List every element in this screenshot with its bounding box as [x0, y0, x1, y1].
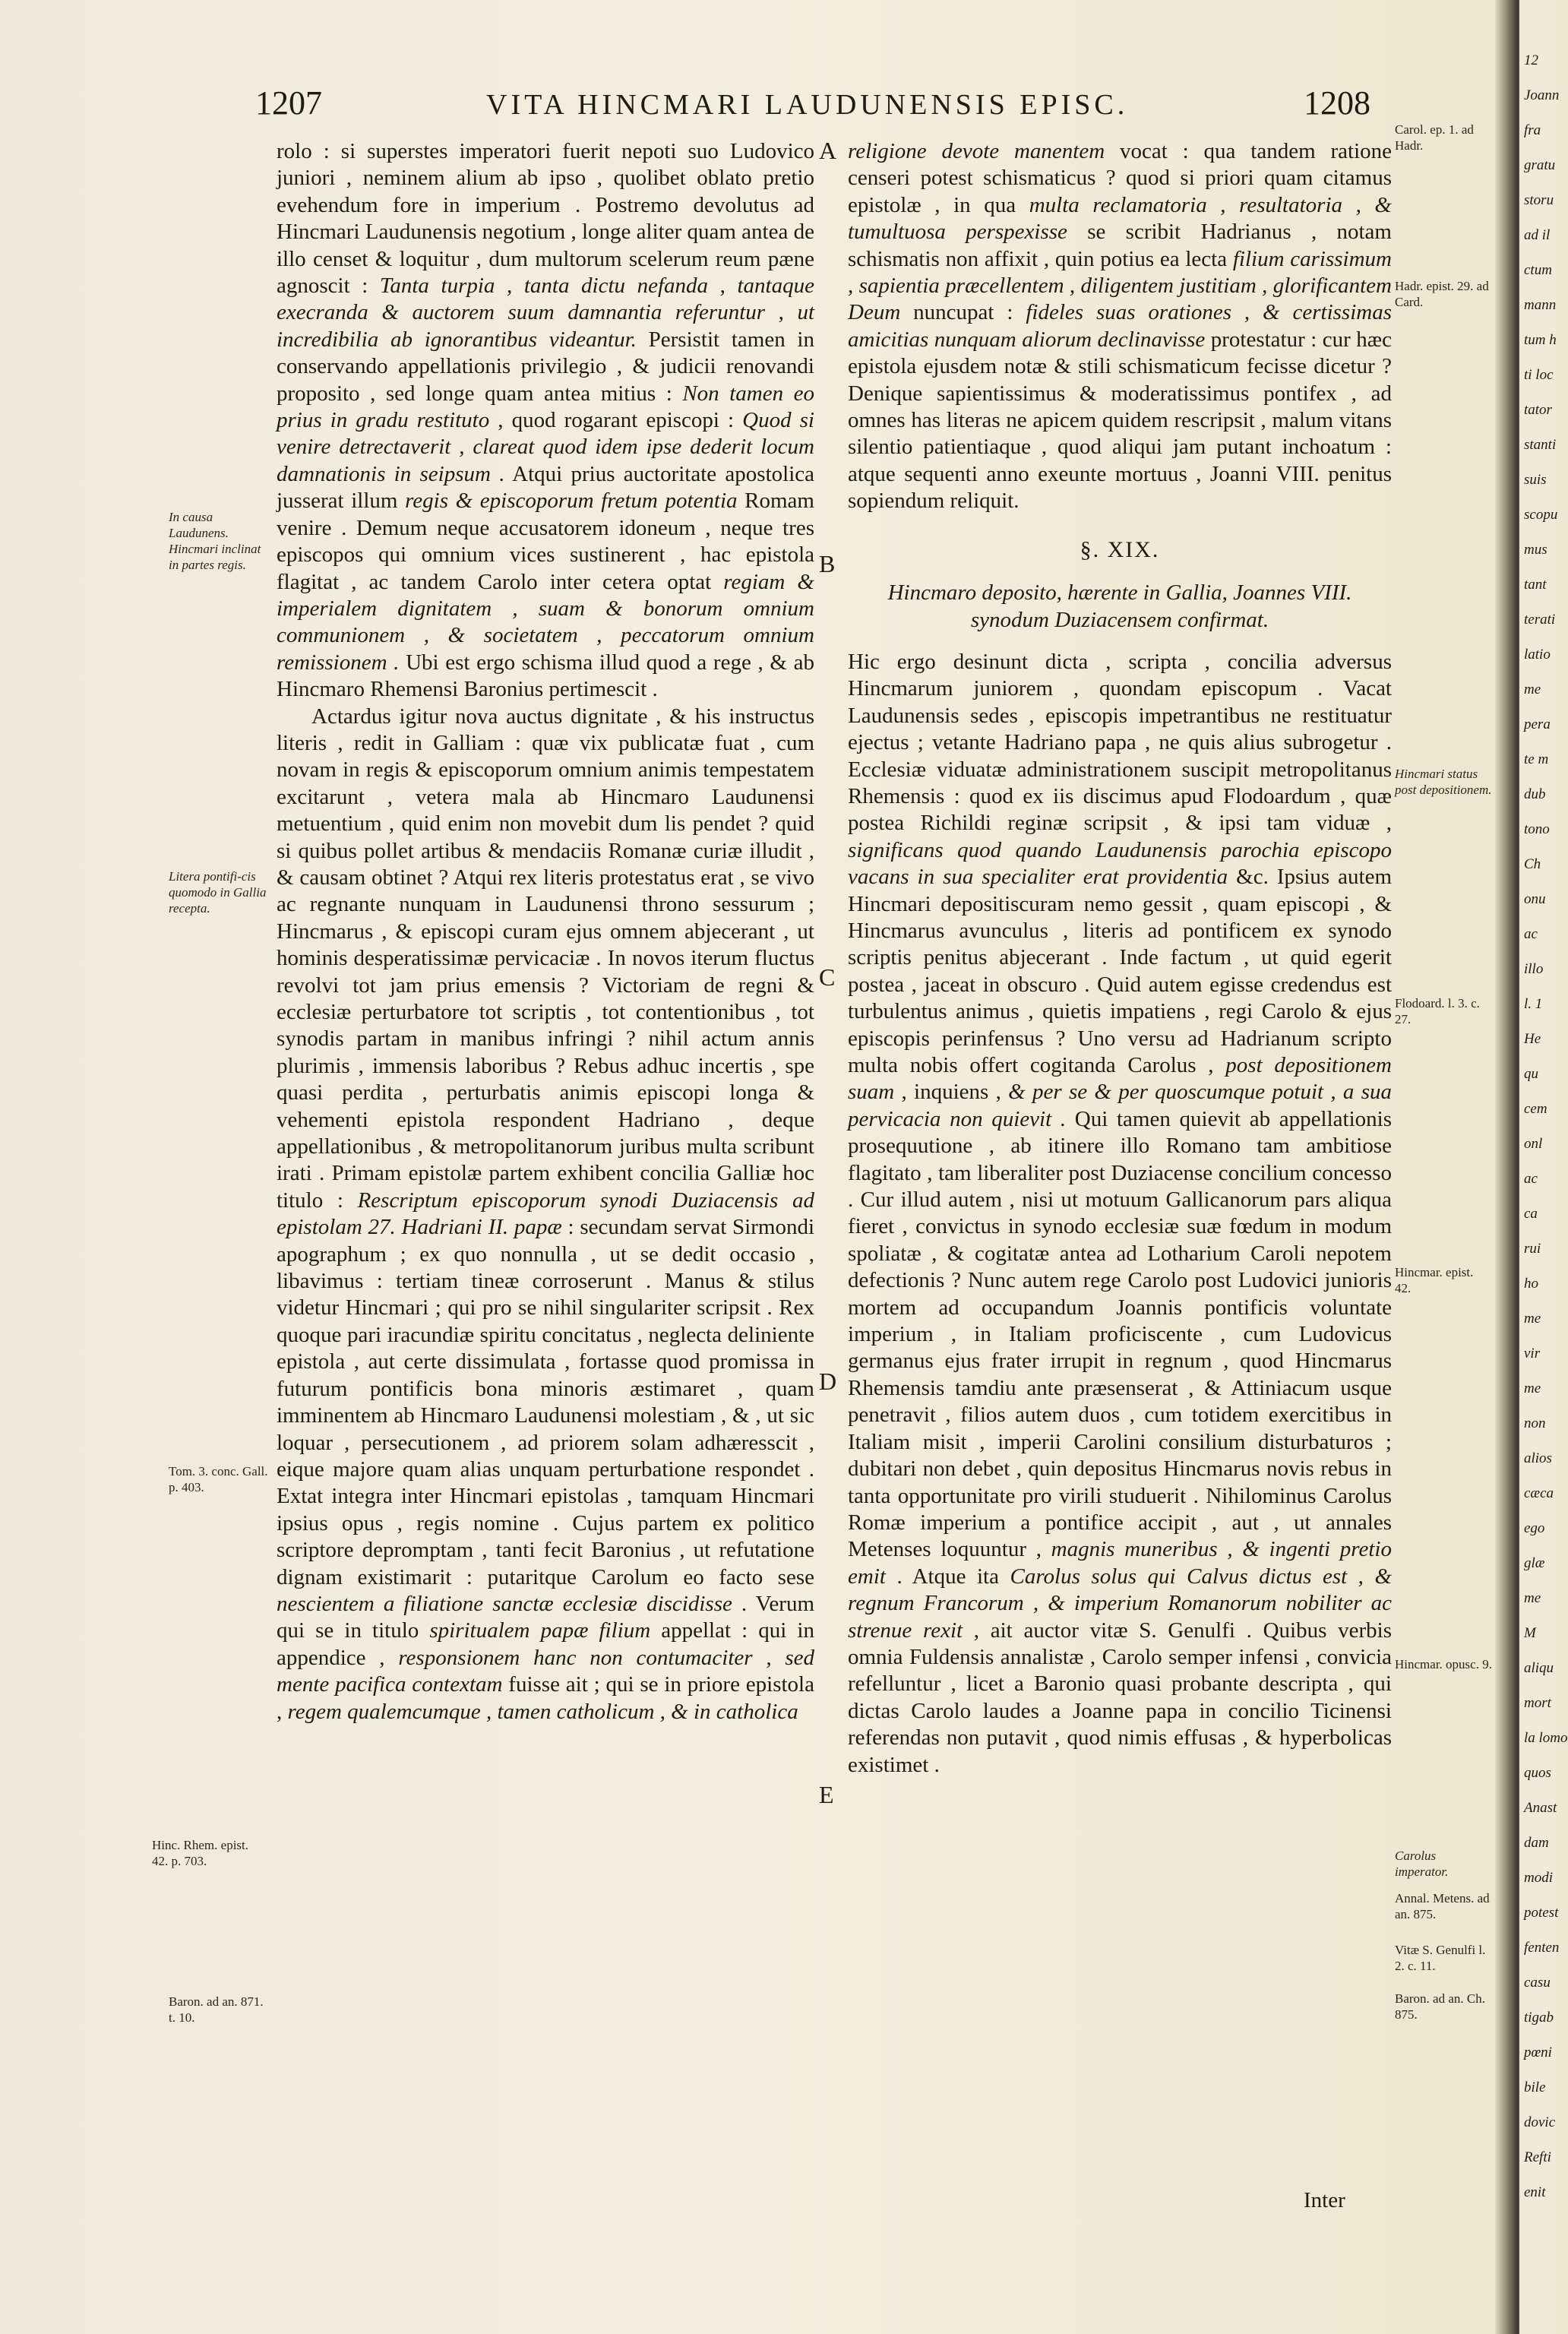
text-run: Persistit tamen in conservando appellationis privilegio , & judicii renovandi proposito , sed longe quam antea mitius : [277, 327, 814, 406]
text-run: appellat : qui in appendice , [277, 1618, 814, 1670]
next-page-fragment: la lomo [1524, 1730, 1568, 1746]
next-page-fragment: fra [1524, 122, 1541, 138]
margin-note: Baron. ad an. Ch. 875. [1395, 1991, 1485, 2022]
margin-note: Hadr. epist. 29. ad Card. [1395, 279, 1489, 309]
next-page-fragment: casu [1524, 1975, 1551, 1991]
quote: Tanta turpia , tanta dictu nefanda , tantaque execranda & auctorem suum damnantia referuntur , ut incredibilia ab ignorantibus videantur. [277, 274, 814, 352]
text-run: fuisse ait ; qui se in priore epistola , [277, 1672, 814, 1724]
text-run: Hic ergo desinunt dicta , scripta , concilia adversus Hincmarum juniorem , quondam episcopum . Vacat Laudunensis sedes , episcopis impetrantibus ne restituatur ejectus ; vetante Hadriano papa , ne quis alius subrogetur . Ecclesiæ viduatæ administrationem suscipit metropolitanus Rhemensis : quod ex iis discimus apud Flodoardum , quæ postea Richildi reginæ scripsit , & ipsi tam viduæ , [848, 649, 1392, 836]
next-page-fragment: stanti [1524, 437, 1557, 453]
text-run: : secundam servat Sirmondi apographum ; ex quo nonnulla , ut se dedit occasio , libavimus : tertiam tineæ corroserunt . Manus & stilus videtur Hincmari ; qui pro se nihil singulariter scripsit . Rex quoque pari iracundiæ spiritu concitatus , neglecta deliniente epistola , aut certe dissimulata , fortasse quod promissa in futurum pontificis bona minoris æstimaret , quam imminentem ab Hincmaro Laudunensi molestiam , & , ut sic loquar , persecutionem , ad priorem solam adhæresscit , eique majore quam alias unquam perturbatione respondet . Extat integra inter Hincmari epistolas , tamquam Hincmari ipsius opus , regis nomine . Cujus partem ex politico scriptore depromptam , tanti fecit Baronius , ut refutatione dignam existimarit : putaritque Carolum eo facto sese [277, 1215, 814, 1589]
text-run: Actardus igitur nova auctus dignitate , & his instructus literis , redit in Galliam : quæ vix publicatæ fuat , cum novam in regis & episcoporum omnium animis tempestatem excitarunt , vetera mala ab Hincmaro Laudunensi metuentium , quid enim non movebit dum lis pendet ? quid si quibus pollet artibus & mendaciis Romanæ curiæ illudit , & causam obtinet ? Atqui rex literis protestatus erat , se vivo ac regnante nunquam in Laudunensi throno sessurum ; Hincmarus , & episcopi curam ejus omnem abjecerant , ut hominis desperatissimæ pervicaciæ . In novos iterum fluctus revolvi tot jam prius emensis ? Victoriam de regni & ecclesiæ perturbatore tot scriptis , tot contentionibus , tot synodis partam in manibus infringi ? nihil actum annis plurimis , immensis laboribus ? Rebus adhuc incertis , spe quasi perdita , perturbatis animis episcopi longa & vehementi epistola respondent Hadriano , deque appellationibus , & metropolitanorum juribus multa scribunt irati . Primam epistolæ partem exhibent concilia Galliæ hoc titulo : [277, 704, 814, 1213]
next-page-fragment: quos [1524, 1765, 1551, 1781]
next-page-fragment: ca [1524, 1206, 1538, 1222]
margin-note: Tom. 3. conc. Gall. p. 403. [169, 1464, 268, 1494]
next-page-fragment: storu [1524, 192, 1554, 208]
next-page-fragment: M [1524, 1625, 1536, 1641]
quote: nescientem a filiatione sanctæ ecclesiæ discidisse [277, 1591, 732, 1616]
quote: post depositionem suam [848, 1053, 1392, 1105]
running-header [0, 84, 1512, 129]
text-run: Romam venire . Demum neque accusatorem idoneum , neque tres episcopos qui omnium vices sustinerent , hac epistola flagitat , ac tandem Carolo inter cetera optat [277, 489, 814, 594]
paragraph [848, 138, 1392, 515]
next-page-fragment: He [1524, 1031, 1541, 1047]
next-page-fragment: Anast [1524, 1800, 1557, 1816]
next-page-fragment: Refti [1524, 2149, 1551, 2165]
quote: spiritualem papæ filium [429, 1618, 651, 1643]
margin-note: Carol. ep. 1. ad Hadr. [1395, 122, 1474, 153]
next-page-fragment: me [1524, 1380, 1541, 1396]
quote: Non tamen eo prius in gradu restituto [277, 381, 814, 433]
next-page-fragment: enit [1524, 2184, 1546, 2200]
margin-note: In causa Laudunens. Hincmari inclinat in partes regis. [169, 510, 261, 572]
next-page-fragment: 12 [1524, 52, 1538, 68]
text-run: rolo : si superstes imperatori fuerit nepoti suo Ludovico juniori , neminem alium ab ipso , quolibet oblato pretio evehendum fore in imperium . Postremo devolutus ad Hincmari Laudunensis negotium , longe aliter quam antea de illo censet & loquitur , dum multorum scelerum reum pæne agnoscit : [277, 139, 814, 299]
next-page-fragment: latio [1524, 647, 1551, 663]
margin-letter-a: A [819, 137, 837, 164]
quote: regiam & imperialem dignitatem , suam & bonorum omnium communionem , & societatem , peccatorum omnium remissionem . [277, 569, 814, 675]
quote: Quod si venire detrectaverit , clareat quod idem ipse dederit locum damnationis in seipsum . [277, 408, 814, 486]
quote: significans quod quando Laudunensis parochia episcopo vacans in sua specialiter erat providentia [848, 837, 1392, 890]
next-page-fragment: alios [1524, 1450, 1552, 1466]
next-page-fragment: tator [1524, 402, 1552, 418]
text-run: Ubi est ergo schisma illud quod a rege , & ab Hincmaro Rhemensi Baronius pertimescit . [277, 650, 814, 702]
quote: Rescriptum episcoporum synodi Duziacensis ad epistolam 27. Hadriani II. papæ [277, 1188, 814, 1240]
text-run: , ait auctor vitæ S. Genulfi . Quibus verbis omnia Fuldensis annalistæ , Carolo semper infensi , convicia refelluntur , licet a Baronio quasi probante descripta , qui dictas Carolo laudes a Joanne papa in concilio Ticinensi referendas non putavit , quod nimis effusas , & hyperbolicas existimet . [848, 1618, 1392, 1777]
quote: multa reclamatoria , resultatoria , & tumultuosa perspexisse [848, 192, 1392, 245]
margin-note: Hinc. Rhem. epist. 42. p. 703. [152, 1838, 249, 1868]
next-page-fragment: me [1524, 1311, 1541, 1327]
quote: magnis muneribus , & ingenti pretio emit [848, 1537, 1392, 1589]
section-title: Hincmaro deposito, hærente in Gallia, Joannes VIII. synodum Duziacensem confirmat. [887, 580, 1352, 632]
quote: responsionem hanc non contumaciter , sed mente pacifica contextam [277, 1645, 815, 1697]
next-page-fragment: bile [1524, 2079, 1546, 2095]
paragraph [848, 649, 1392, 1779]
section-number: §. XIX. [1080, 536, 1160, 562]
catchword: Inter [1304, 2188, 1345, 2212]
margin-letter-d: D [819, 1368, 837, 1395]
next-page-fragment: ad il [1524, 227, 1551, 243]
next-page-fragment: glæ [1524, 1555, 1545, 1571]
right-page-number: 1208 [1304, 84, 1370, 122]
next-page-fragment: mus [1524, 542, 1547, 558]
next-page-fragment: ho [1524, 1276, 1538, 1292]
quote: fideles suas orationes , & certissimas amicitias nunquam aliorum declinavisse [848, 300, 1393, 352]
text-run: vocat : qua tandem ratione censeri potest schismaticus ? quod si priori quam citamus epistolæ , in qua [848, 139, 1392, 217]
text-run: se scribit Hadrianus , notam schismatis non affixit , quin potius ea lecta [848, 220, 1392, 271]
next-page-fragment: ti loc [1524, 367, 1554, 383]
paragraph [277, 704, 814, 1725]
next-page-fragment: vir [1524, 1346, 1541, 1362]
next-page-fragment: pera [1524, 716, 1551, 732]
right-column [848, 138, 1392, 1779]
quote: regis & episcoporum fretum potentia [405, 489, 738, 514]
margin-letter-e: E [819, 1781, 834, 1808]
next-page-fragment: illo [1524, 961, 1544, 977]
next-page-fragment: ctum [1524, 262, 1552, 278]
next-page-fragment: potest [1524, 1905, 1559, 1921]
text-run: . Verum qui se in titulo [277, 1591, 814, 1643]
margin-note: Hincmar. epist. 42. [1395, 1265, 1474, 1295]
next-page-fragment: terati [1524, 612, 1556, 628]
next-page-fragment: l. 1 [1524, 996, 1543, 1012]
next-page-fragment: mort [1524, 1695, 1551, 1711]
next-page-fragment: tum h [1524, 332, 1557, 348]
next-page-fragment: tigab [1524, 2010, 1554, 2026]
paragraph [277, 138, 814, 704]
text-run: &c. Ipsius autem Hincmari depositiscuram nemo gessit , quam episcopi , & Hincmarus avunculus , literis ad pontificem ex synodo scriptis penitus abjecerant . Inde factum , ut quid egerit postea , jaceat in obscuro . Quid autem egisse credendus est turbulentus animus , quietis impatiens , regi Carolo & ejus episcopis perinfensus ? Uno versu ad Hadrianum scripto multa nobis offert cogitanda Carolus , [848, 865, 1392, 1077]
quote: regem qualemcumque , tamen catholicum , & in catholica [287, 1699, 798, 1724]
next-page-fragment: Ch [1524, 856, 1541, 872]
margin-note: Hincmari status post depositionem. [1395, 767, 1492, 797]
next-page-fragment: aliqu [1524, 1660, 1554, 1676]
margin-note: Vitæ S. Genulfi l. 2. c. 11. [1395, 1943, 1486, 1973]
margin-letter-c: C [819, 963, 836, 991]
margin-note: Litera pontifi-cis quomodo in Gallia recepta. [169, 869, 267, 916]
next-page-fragment: pœni [1524, 2045, 1552, 2060]
text-run: . Atque ita [885, 1564, 1010, 1589]
text-run: , quod rogarant episcopi : [489, 408, 743, 433]
left-column [277, 138, 814, 1725]
next-page-fragment: Joann [1524, 87, 1560, 103]
quote: filium carissimum , sapientia præcellentem , diligentem justitiam , glorificantem Deum [848, 246, 1392, 325]
next-page-fragment: qu [1524, 1066, 1538, 1082]
next-page-fragment: mann [1524, 297, 1557, 313]
next-page-fragment: scopu [1524, 507, 1558, 523]
margin-note: Flodoard. l. 3. c. 27. [1395, 996, 1480, 1026]
margin-note: Hincmar. opusc. 9. [1395, 1657, 1492, 1671]
next-page-fragment: ac [1524, 1171, 1538, 1187]
next-page-fragment: me [1524, 1590, 1541, 1606]
next-page-fragment: rui [1524, 1241, 1541, 1257]
next-page-fragment: dub [1524, 786, 1546, 802]
next-page-fragment: onl [1524, 1136, 1543, 1152]
left-page-number: 1207 [255, 84, 322, 122]
text-run: , inquiens , [894, 1080, 1009, 1105]
next-page-fragment: ego [1524, 1520, 1545, 1536]
quote: Carolus solus qui Calvus dictus est , & regnum Francorum , & imperium Romanorum nobiliter ac strenue rexit [848, 1564, 1393, 1643]
next-page-fragment: ac [1524, 926, 1538, 942]
next-page-fragment: dam [1524, 1835, 1549, 1851]
text-run: Qui tamen quievit ab appellationis prosequutione , ab itinere illo Romano tam ambitiose flagitato , tam liberaliter post Duziacense concilium concesso . Cur illud autem , nisi ut motuum Gallicanorum pars aliqua fieret , convictus in synodo ecclesiæ suæ fœdum in modum spoliatæ , & cogitatæ antea ad Lotharium Caroli nepotem defectionis ? Nunc autem rege Carolo post Ludovici junioris mortem ad occupandum Joannis pontificis voluntate imperium , in Italiam proficiscente , cum Ludovicus germanus ejus frater irrupit in regnum , quod Hincmarus Rhemensis tamdiu ante præsenserat , & Attiniacum usque penetravit , filios autem duos , cum totidem exercitibus in Italiam misit , imperii Carolini consilium disturbaturos ; dubitari non debet , quin depositus Hincmarus novis rebus in tanta opportunitate pro virili studuerit . Nihilominus Carolus Romæ imperium a pontifice accipit , aut , ut annales Metenses loquuntur , [848, 1106, 1392, 1562]
next-page-edge [1519, 0, 1568, 2334]
next-page-fragment: non [1524, 1415, 1546, 1431]
margin-note: Baron. ad an. 871. t. 10. [169, 1994, 264, 2025]
running-title: VITA HINCMARI LAUDUNENSIS EPISC. [486, 89, 1129, 121]
next-page-fragment: gratu [1524, 157, 1556, 173]
quote: religione devote manentem [848, 139, 1105, 163]
next-page-fragment: me [1524, 682, 1541, 697]
next-page-fragment: onu [1524, 891, 1546, 907]
margin-note: Carolus imperator. [1395, 1849, 1449, 1879]
next-page-fragment: te m [1524, 751, 1549, 767]
next-page-fragment: suis [1524, 472, 1547, 488]
quote: & per se & per quoscumque potuit , a sua pervicacia non quievit . [848, 1080, 1392, 1131]
margin-letter-b: B [819, 550, 836, 577]
next-page-fragment: modi [1524, 1870, 1553, 1886]
text-run: nuncupat : [900, 300, 1026, 325]
next-page-fragment: tono [1524, 821, 1550, 837]
text-run: Atqui prius auctoritate apostolica jusserat illum [277, 461, 814, 514]
next-page-fragment: fenten [1524, 1940, 1560, 1956]
next-page-fragment: cæca [1524, 1485, 1554, 1501]
next-page-fragment: tant [1524, 577, 1547, 593]
next-page-fragment: cem [1524, 1101, 1547, 1117]
text-run: protestatur : cur hæc epistola ejusdem notæ & stili schismaticum fecisse dicetur ? Denique sapientissimus & moderatissimus pontifex , ad omnes has literas ne apicem quidem rescripsit , malum vitans silentio patientiaque , quod aliqui jam putant inchoatum : atque sequenti anno exeunte mortuus , Joanni VIII. penitus sopiendum reliquit. [848, 327, 1392, 514]
next-page-fragment: dovic [1524, 2114, 1556, 2130]
margin-note: Annal. Metens. ad an. 875. [1395, 1891, 1490, 1921]
